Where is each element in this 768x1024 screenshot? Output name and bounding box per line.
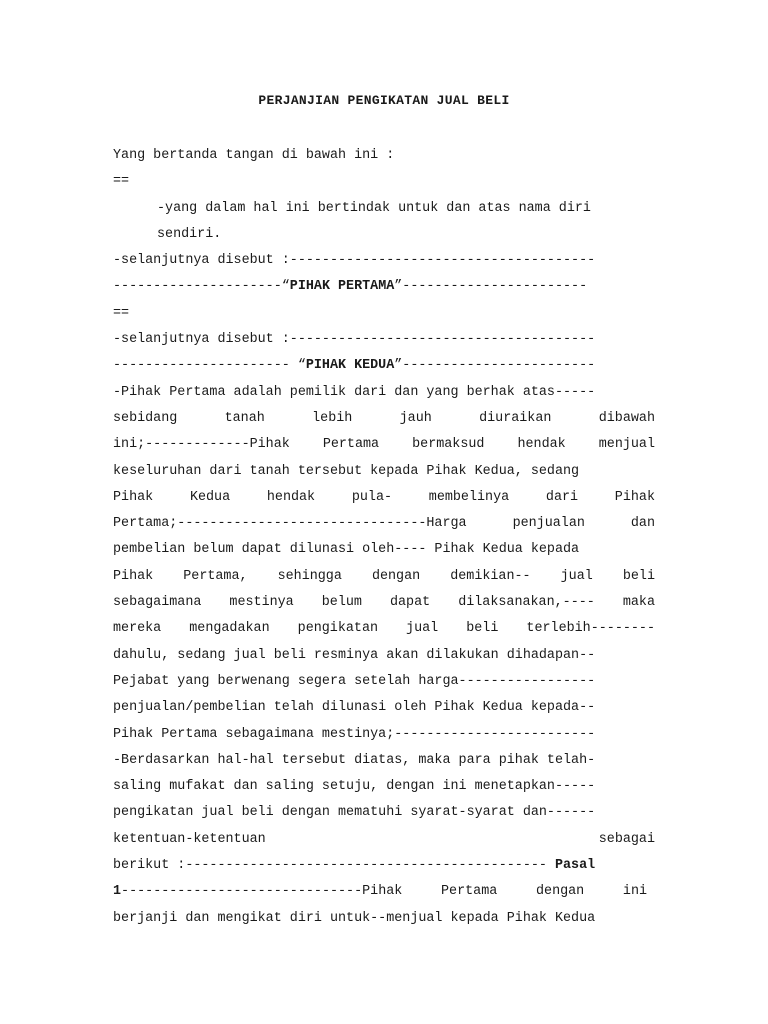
text-line: Pertama;-------------------------------Harga penjualan dan: [113, 516, 655, 532]
dash-prefix: ---------------------“: [113, 279, 290, 295]
party-label-pihak-kedua: PIHAK KEDUA: [305, 358, 395, 374]
text-line: pengikatan jual beli dengan mematuhi syarat-syarat dan------: [113, 805, 596, 821]
text-line: penjualan/pembelian telah dilunasi oleh Pihak Kedua kepada--: [113, 700, 596, 716]
party-label-pihak-pertama: PIHAK PERTAMA: [289, 279, 395, 295]
text-line: dahulu, sedang jual beli resminya akan dilakukan dihadapan--: [113, 647, 596, 663]
document-body: [113, 143, 655, 932]
party-label-line: [113, 274, 655, 300]
text-line: sendiri.: [157, 226, 222, 242]
text-line: pembelian belum dapat dilunasi oleh---- Pihak Kedua kepada: [113, 542, 580, 558]
pasal-label: Pasal: [554, 858, 596, 874]
text-line: Pihak Pertama sebagaimana mestinya;-------------------------: [113, 726, 596, 742]
dash-prefix: berikut :---------------------------------------------: [113, 858, 555, 874]
text-line: saling mufakat dan saling setuju, dengan ini menetapkan-----: [113, 779, 596, 795]
text-line: Pihak Pertama, sehingga dengan demikian-- jual beli: [113, 568, 655, 584]
text-line: sebagaimana mestinya belum dapat dilaksanakan,---- maka: [113, 595, 655, 611]
text-span: ------------------------------Pihak Pertama dengan ini: [121, 884, 648, 900]
dash-prefix: ---------------------- “: [113, 358, 306, 374]
text-line: Pejabat yang berwenang segera setelah harga-----------------: [113, 673, 596, 689]
text-line: Pihak Kedua hendak pula- membelinya dari Pihak: [113, 489, 655, 505]
party-label-line: [113, 353, 655, 379]
text-line: Yang bertanda tangan di bawah ini :: [113, 148, 395, 163]
pasal-number-line: [113, 879, 655, 905]
text-line: mereka mengadakan pengikatan jual beli terlebih--------: [113, 621, 655, 637]
dash-suffix: ”-----------------------: [394, 279, 588, 295]
text-line: ==: [113, 174, 130, 190]
text-line: ini;-------------Pihak Pertama bermaksud hendak menjual: [113, 437, 655, 453]
pasal-number: 1: [113, 884, 122, 900]
text-line: -yang dalam hal ini bertindak untuk dan atas nama diri: [157, 200, 591, 216]
text-line: berjanji dan mengikat diri untuk--menjual kepada Pihak Kedua: [113, 910, 596, 926]
document-title: PERJANJIAN PENGIKATAN JUAL BELI: [258, 93, 510, 108]
text-line: -Berdasarkan hal-hal tersebut diatas, maka para pihak telah-: [113, 752, 596, 768]
text-line: -selanjutnya disebut :--------------------------------------: [113, 332, 596, 348]
text-line: ==: [113, 305, 130, 321]
dash-suffix: ”------------------------: [394, 358, 596, 374]
pasal-heading-line: [113, 853, 655, 879]
text-line: keseluruhan dari tanah tersebut kepada Pihak Kedua, sedang: [113, 463, 580, 479]
text-line: -Pihak Pertama adalah pemilik dari dan yang berhak atas-----: [113, 384, 596, 400]
text-line: ketentuan-ketentuan sebagai: [113, 831, 655, 847]
text-line: -selanjutnya disebut :--------------------------------------: [113, 253, 596, 269]
text-line: sebidang tanah lebih jauh diuraikan dibawah: [113, 410, 655, 426]
